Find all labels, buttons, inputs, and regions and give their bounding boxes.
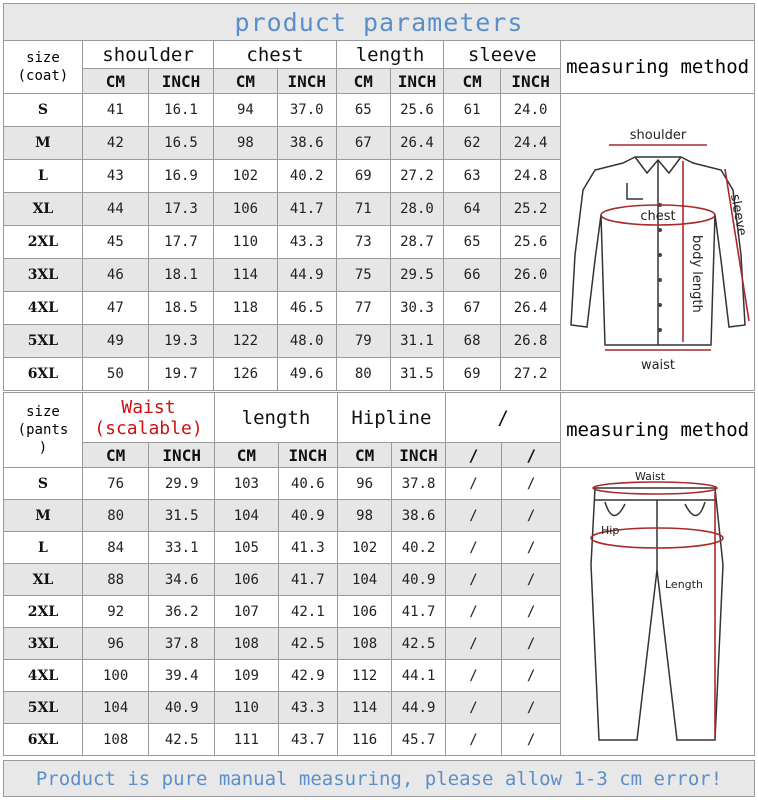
pants-size-cell: XL: [4, 564, 83, 596]
pants-value-cell: 37.8: [149, 628, 215, 660]
coat-value-cell: 68: [444, 325, 501, 358]
coat-value-cell: 28.7: [390, 226, 444, 259]
pants-value-cell: /: [502, 724, 561, 756]
coat-unit-header: INCH: [277, 69, 336, 94]
pants-pocket-right: [685, 502, 705, 516]
pants-group-blank: /: [445, 393, 560, 443]
coat-value-cell: 16.9: [148, 160, 213, 193]
coat-value-cell: 25.6: [500, 226, 560, 259]
pants-value-cell: 42.9: [278, 660, 337, 692]
coat-value-cell: 79: [336, 325, 390, 358]
coat-value-cell: 26.4: [390, 127, 444, 160]
pants-value-cell: 40.6: [278, 468, 337, 500]
coat-value-cell: 47: [82, 292, 148, 325]
size-chart: [3, 3, 755, 797]
sleeve-measure-line: [725, 169, 749, 321]
coat-value-cell: 71: [336, 193, 390, 226]
coat-value-cell: 65: [336, 94, 390, 127]
pants-value-cell: 45.7: [392, 724, 446, 756]
coat-value-cell: 24.0: [500, 94, 560, 127]
coat-value-cell: 41: [82, 94, 148, 127]
coat-value-cell: 27.2: [500, 358, 560, 391]
pants-pocket-left: [605, 502, 625, 516]
coat-value-cell: 106: [214, 193, 277, 226]
coat-value-cell: 25.2: [500, 193, 560, 226]
coat-size-table: [3, 40, 755, 391]
pants-value-cell: 92: [82, 596, 148, 628]
coat-value-cell: 30.3: [390, 292, 444, 325]
fig-label-sleeve: sleeve: [726, 193, 749, 238]
coat-value-cell: 43: [82, 160, 148, 193]
pants-value-cell: 98: [337, 500, 391, 532]
pants-value-cell: /: [502, 660, 561, 692]
coat-value-cell: 27.2: [390, 160, 444, 193]
pants-value-cell: /: [445, 532, 501, 564]
coat-unit-header: CM: [444, 69, 501, 94]
pants-value-cell: /: [502, 468, 561, 500]
pants-value-cell: 40.9: [278, 500, 337, 532]
fig-label-body-length: body length: [688, 235, 704, 313]
coat-method-header: measuring method: [561, 41, 755, 94]
pants-group-length: length: [215, 393, 338, 443]
fig-label-waist: waist: [640, 358, 675, 373]
pants-value-cell: 43.3: [278, 692, 337, 724]
pants-size-table: [3, 392, 755, 756]
coat-value-cell: 73: [336, 226, 390, 259]
pants-value-cell: 40.9: [392, 564, 446, 596]
pants-value-cell: /: [445, 724, 501, 756]
pants-value-cell: /: [445, 500, 501, 532]
coat-size-cell: M: [4, 127, 83, 160]
pants-value-cell: 41.7: [278, 564, 337, 596]
pants-value-cell: /: [502, 564, 561, 596]
pants-value-cell: 37.8: [392, 468, 446, 500]
pants-group-waist: [82, 393, 214, 443]
coat-value-cell: 31.5: [390, 358, 444, 391]
pants-value-cell: 38.6: [392, 500, 446, 532]
coat-group-sleeve: sleeve: [444, 41, 561, 69]
pants-value-cell: 104: [82, 692, 148, 724]
pants-value-cell: 42.5: [278, 628, 337, 660]
pants-unit-header: INCH: [149, 443, 215, 468]
coat-size-cell: 6XL: [4, 358, 83, 391]
coat-size-cell: 2XL: [4, 226, 83, 259]
pants-value-cell: 116: [337, 724, 391, 756]
pants-group-hipline: Hipline: [337, 393, 445, 443]
coat-value-cell: 24.4: [500, 127, 560, 160]
coat-value-cell: 94: [214, 94, 277, 127]
coat-value-cell: 77: [336, 292, 390, 325]
pants-unit-header: CM: [215, 443, 279, 468]
coat-value-cell: 110: [214, 226, 277, 259]
coat-value-cell: 29.5: [390, 259, 444, 292]
coat-size-label: size (coat): [17, 50, 69, 84]
coat-value-cell: 40.2: [277, 160, 336, 193]
coat-measure-diagram: [565, 95, 751, 385]
coat-value-cell: 67: [444, 292, 501, 325]
pants-unit-header: INCH: [278, 443, 337, 468]
pants-value-cell: 88: [82, 564, 148, 596]
pants-value-cell: 44.1: [392, 660, 446, 692]
pants-value-cell: 84: [82, 532, 148, 564]
pants-value-cell: 40.9: [149, 692, 215, 724]
pants-value-cell: 104: [215, 500, 279, 532]
pants-unit-header: INCH: [392, 443, 446, 468]
pants-value-cell: 42.5: [149, 724, 215, 756]
pants-value-cell: 100: [82, 660, 148, 692]
pants-value-cell: 96: [82, 628, 148, 660]
fig-label-chest: chest: [639, 209, 676, 224]
coat-unit-header: CM: [82, 69, 148, 94]
pants-value-cell: 112: [337, 660, 391, 692]
pants-value-cell: 106: [215, 564, 279, 596]
coat-value-cell: 46: [82, 259, 148, 292]
pants-size-cell: 6XL: [4, 724, 83, 756]
pants-value-cell: /: [502, 628, 561, 660]
coat-value-cell: 26.4: [500, 292, 560, 325]
pants-method-header: measuring method: [561, 393, 755, 468]
coat-size-cell: 3XL: [4, 259, 83, 292]
coat-value-cell: 43.3: [277, 226, 336, 259]
pants-value-cell: 106: [337, 596, 391, 628]
pants-value-cell: 43.7: [278, 724, 337, 756]
pants-value-cell: /: [502, 532, 561, 564]
coat-size-header: [4, 41, 83, 94]
coat-value-cell: 102: [214, 160, 277, 193]
pants-value-cell: 103: [215, 468, 279, 500]
pants-value-cell: 114: [337, 692, 391, 724]
pants-value-cell: /: [445, 692, 501, 724]
coat-value-cell: 65: [444, 226, 501, 259]
coat-value-cell: 66: [444, 259, 501, 292]
pants-value-cell: 108: [337, 628, 391, 660]
page-title: product parameters: [3, 3, 755, 41]
fig-label-shoulder: shoulder: [629, 128, 686, 143]
coat-value-cell: 50: [82, 358, 148, 391]
pants-value-cell: 111: [215, 724, 279, 756]
pants-size-cell: 3XL: [4, 628, 83, 660]
coat-value-cell: 118: [214, 292, 277, 325]
coat-value-cell: 19.7: [148, 358, 213, 391]
coat-value-cell: 46.5: [277, 292, 336, 325]
pants-size-cell: S: [4, 468, 83, 500]
coat-value-cell: 25.6: [390, 94, 444, 127]
pants-size-cell: 5XL: [4, 692, 83, 724]
coat-value-cell: 45: [82, 226, 148, 259]
pants-value-cell: /: [445, 596, 501, 628]
pants-size-header: [4, 393, 83, 468]
coat-value-cell: 44.9: [277, 259, 336, 292]
coat-group-shoulder: shoulder: [82, 41, 213, 69]
coat-value-cell: 26.8: [500, 325, 560, 358]
footer-note: Product is pure manual measuring, please allow 1-3 cm error!: [3, 760, 755, 797]
coat-value-cell: 18.1: [148, 259, 213, 292]
pants-value-cell: 96: [337, 468, 391, 500]
table-row: [4, 94, 755, 127]
pants-value-cell: 41.3: [278, 532, 337, 564]
coat-value-cell: 75: [336, 259, 390, 292]
coat-value-cell: 114: [214, 259, 277, 292]
pants-size-cell: L: [4, 532, 83, 564]
coat-value-cell: 17.7: [148, 226, 213, 259]
pants-value-cell: 29.9: [149, 468, 215, 500]
pants-value-cell: 40.2: [392, 532, 446, 564]
pants-value-cell: 104: [337, 564, 391, 596]
pants-value-cell: /: [502, 692, 561, 724]
coat-size-cell: 4XL: [4, 292, 83, 325]
coat-value-cell: 48.0: [277, 325, 336, 358]
coat-value-cell: 49.6: [277, 358, 336, 391]
coat-unit-header: CM: [214, 69, 277, 94]
pants-unit-header: CM: [82, 443, 148, 468]
coat-value-cell: 64: [444, 193, 501, 226]
coat-value-cell: 17.3: [148, 193, 213, 226]
coat-unit-header: INCH: [500, 69, 560, 94]
coat-value-cell: 63: [444, 160, 501, 193]
coat-value-cell: 26.0: [500, 259, 560, 292]
fig-label-hip: Hip: [600, 523, 619, 537]
coat-value-cell: 42: [82, 127, 148, 160]
coat-size-cell: S: [4, 94, 83, 127]
coat-size-cell: XL: [4, 193, 83, 226]
coat-value-cell: 98: [214, 127, 277, 160]
pants-value-cell: 108: [82, 724, 148, 756]
pants-value-cell: /: [445, 468, 501, 500]
pants-value-cell: 42.5: [392, 628, 446, 660]
coat-unit-header: INCH: [148, 69, 213, 94]
pants-value-cell: /: [445, 628, 501, 660]
coat-unit-header: INCH: [390, 69, 444, 94]
coat-value-cell: 69: [444, 358, 501, 391]
coat-value-cell: 62: [444, 127, 501, 160]
pants-value-cell: 105: [215, 532, 279, 564]
coat-value-cell: 122: [214, 325, 277, 358]
pants-group-waist-label: Waist (scalable): [94, 396, 203, 439]
coat-group-length: length: [336, 41, 443, 69]
pants-value-cell: 108: [215, 628, 279, 660]
coat-value-cell: 24.8: [500, 160, 560, 193]
pants-value-cell: 34.6: [149, 564, 215, 596]
pants-value-cell: 110: [215, 692, 279, 724]
pants-value-cell: 102: [337, 532, 391, 564]
pants-value-cell: 109: [215, 660, 279, 692]
pants-size-cell: 2XL: [4, 596, 83, 628]
coat-value-cell: 37.0: [277, 94, 336, 127]
fig-label-length: Length: [664, 577, 703, 591]
coat-size-cell: 5XL: [4, 325, 83, 358]
pants-size-label: size (pants ): [17, 404, 69, 456]
pants-figure-cell: [561, 468, 755, 756]
coat-value-cell: 38.6: [277, 127, 336, 160]
coat-value-cell: 69: [336, 160, 390, 193]
coat-value-cell: 31.1: [390, 325, 444, 358]
coat-unit-header: CM: [336, 69, 390, 94]
pants-size-cell: M: [4, 500, 83, 532]
pants-value-cell: /: [502, 596, 561, 628]
coat-size-cell: L: [4, 160, 83, 193]
coat-group-chest: chest: [214, 41, 337, 69]
coat-value-cell: 49: [82, 325, 148, 358]
coat-value-cell: 41.7: [277, 193, 336, 226]
coat-pocket: [627, 183, 643, 199]
pants-value-cell: /: [502, 500, 561, 532]
pants-value-cell: 42.1: [278, 596, 337, 628]
pants-unit-header: /: [502, 443, 561, 468]
pants-value-cell: 80: [82, 500, 148, 532]
coat-value-cell: 80: [336, 358, 390, 391]
pants-value-cell: 41.7: [392, 596, 446, 628]
pants-unit-header: CM: [337, 443, 391, 468]
coat-figure-cell: [561, 94, 755, 391]
pants-measure-diagram: [565, 470, 751, 750]
pants-value-cell: 44.9: [392, 692, 446, 724]
pants-value-cell: 36.2: [149, 596, 215, 628]
coat-value-cell: 16.5: [148, 127, 213, 160]
pants-value-cell: 39.4: [149, 660, 215, 692]
coat-value-cell: 61: [444, 94, 501, 127]
pants-value-cell: 33.1: [149, 532, 215, 564]
coat-value-cell: 126: [214, 358, 277, 391]
coat-value-cell: 28.0: [390, 193, 444, 226]
pants-size-cell: 4XL: [4, 660, 83, 692]
pants-value-cell: 31.5: [149, 500, 215, 532]
pants-value-cell: 107: [215, 596, 279, 628]
coat-value-cell: 44: [82, 193, 148, 226]
pants-unit-header: /: [445, 443, 501, 468]
coat-value-cell: 19.3: [148, 325, 213, 358]
pants-value-cell: /: [445, 564, 501, 596]
pants-value-cell: /: [445, 660, 501, 692]
coat-value-cell: 67: [336, 127, 390, 160]
coat-value-cell: 18.5: [148, 292, 213, 325]
table-row: [4, 468, 755, 500]
pants-value-cell: 76: [82, 468, 148, 500]
fig-label-waist: Waist: [634, 469, 665, 483]
coat-value-cell: 16.1: [148, 94, 213, 127]
